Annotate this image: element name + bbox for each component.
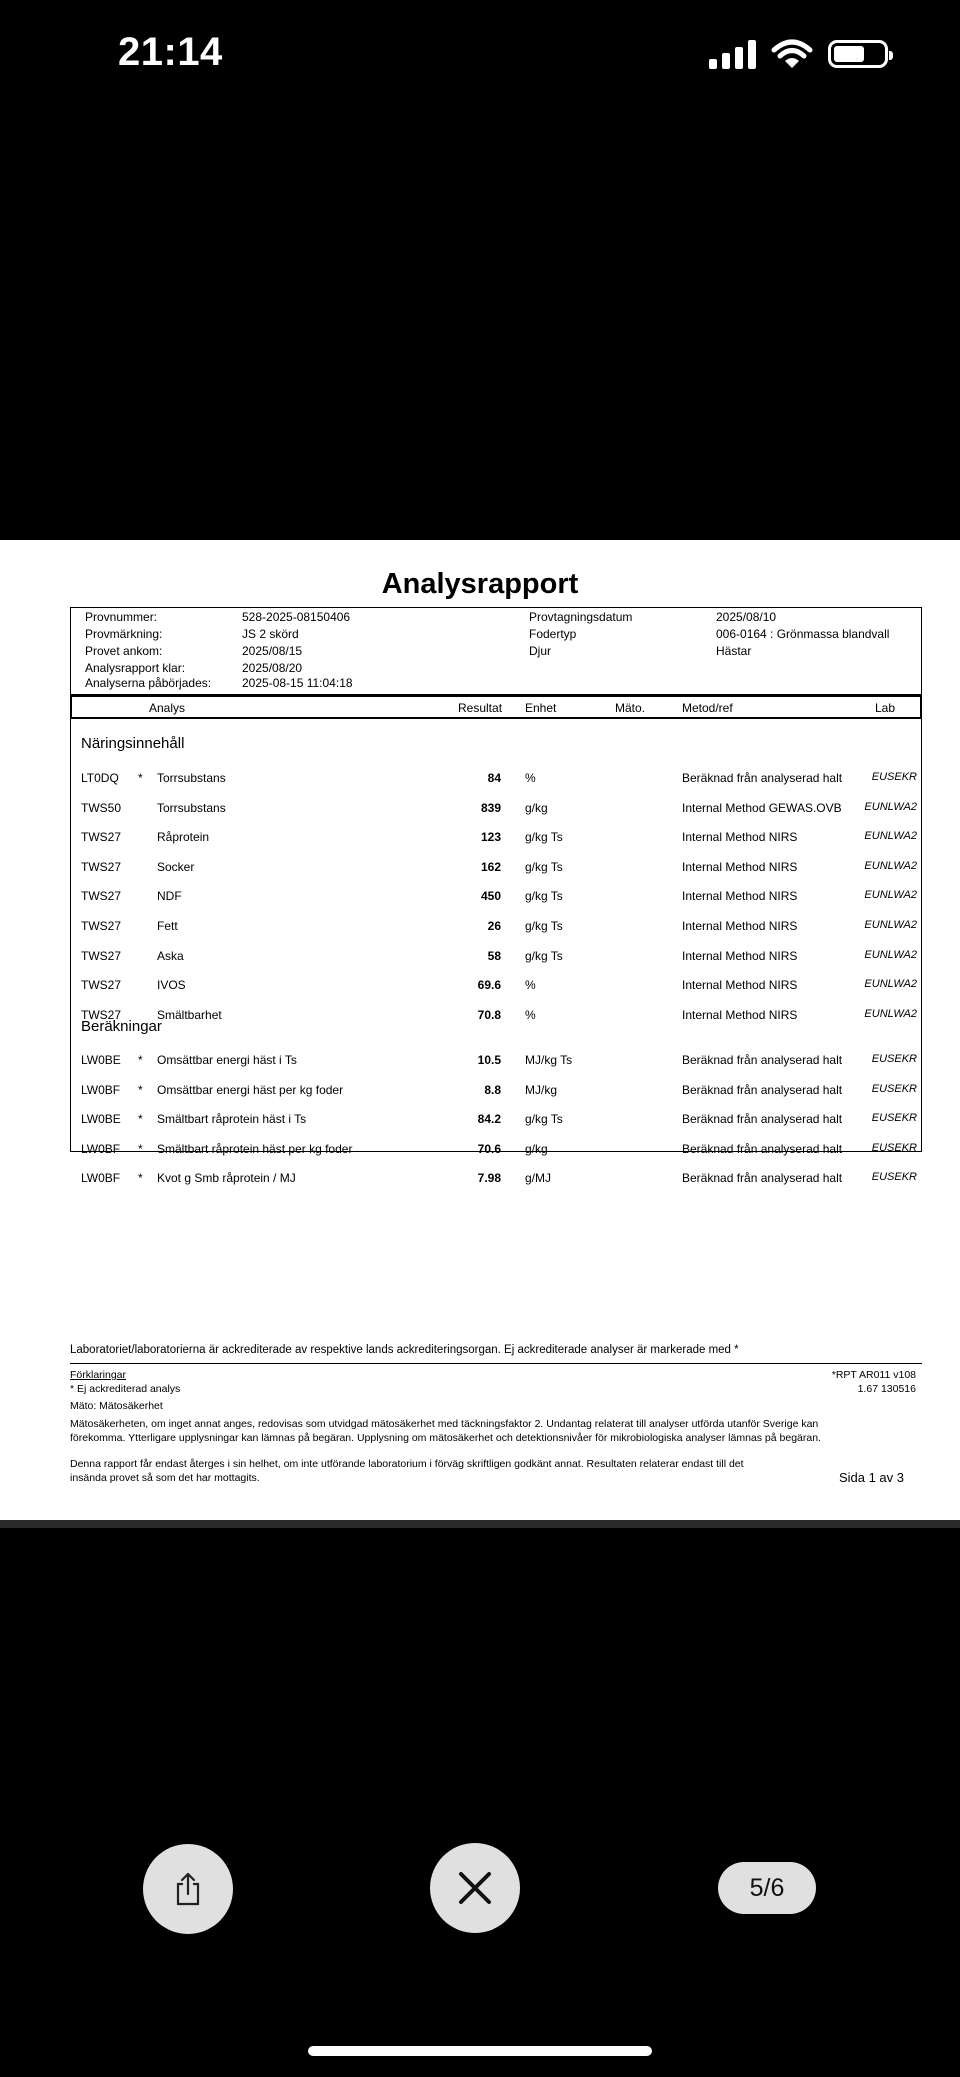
column-enhet: Enhet — [525, 701, 557, 715]
method: Beräknad från analyserad halt — [682, 1112, 843, 1127]
results-table — [70, 717, 922, 1186]
sample-info-box — [70, 607, 922, 695]
djur-label: Djur — [529, 644, 552, 658]
method: Beräknad från analyserad halt — [682, 1141, 843, 1156]
djur-value: Hästar — [716, 644, 752, 658]
table-row — [71, 1171, 921, 1191]
uncertainty-text-1: Mätosäkerheten, om inget annat anges, redovisas som utvidgad mätosäkerhet med täckningsfaktor 2. Undantag relaterat till analyser utförda utanför Sverige kan — [70, 1418, 819, 1430]
unit: g/kg Ts — [525, 889, 563, 904]
cellular-signal-icon — [709, 39, 756, 69]
lab-code: EUSEKR — [871, 1171, 917, 1184]
column-lab: Lab — [875, 701, 896, 715]
analyserna-paborjades-label: Analyserna påbörjades: — [85, 676, 212, 690]
unit: g/kg Ts — [525, 1112, 563, 1127]
method: Beräknad från analyserad halt — [682, 771, 843, 785]
result-value: 162 — [480, 859, 501, 874]
analysis-code: TWS27 — [81, 948, 122, 963]
result-value: 84.2 — [477, 1112, 501, 1127]
column-analys: Analys — [149, 701, 186, 715]
analysis-name: NDF — [157, 889, 182, 904]
method: Beräknad från analyserad halt — [682, 1053, 843, 1067]
lab-code: EUNLWA2 — [864, 948, 917, 961]
analysis-name: Smältbart råprotein häst i Ts — [157, 1112, 307, 1127]
provmarkning-label: Provmärkning: — [85, 627, 163, 641]
legend-mato: Mäto: Mätosäkerhet — [70, 1400, 163, 1412]
analysis-code: TWS27 — [81, 859, 122, 874]
analyserna-paborjades-value: 2025-08-15 11:04:18 — [242, 676, 353, 690]
table-row — [71, 1142, 921, 1162]
analysis-name: Socker — [157, 859, 195, 874]
unit: g/kg Ts — [525, 948, 563, 963]
analysis-code: LW0BF — [81, 1082, 121, 1097]
analysis-name: Kvot g Smb råprotein / MJ — [157, 1171, 296, 1186]
page-indicator: 5/6 — [718, 1862, 816, 1914]
method: Internal Method NIRS — [682, 889, 798, 904]
document-title: Analysrapport — [381, 568, 579, 600]
unit: MJ/kg — [525, 1082, 558, 1097]
accreditation-star: * — [138, 1053, 143, 1067]
legend-star: * Ej ackrediterad analys — [70, 1383, 181, 1395]
status-bar — [0, 0, 960, 110]
report-version: 1.67 130516 — [857, 1383, 916, 1395]
analysrapport-klar-label: Analysrapport klar: — [85, 661, 186, 675]
section-title-berakningar: Beräkningar — [81, 1018, 162, 1035]
fodertyp-label: Fodertyp — [529, 627, 577, 641]
analysis-name: Torrsubstans — [157, 771, 226, 785]
home-indicator[interactable] — [308, 2046, 652, 2056]
analysis-code: TWS27 — [81, 830, 122, 845]
table-row — [71, 1083, 921, 1103]
lab-code: EUNLWA2 — [864, 800, 917, 813]
analysis-name: Smältbart råprotein häst per kg foder — [157, 1141, 353, 1156]
provtagningsdatum-label: Provtagningsdatum — [529, 610, 633, 624]
accreditation-star: * — [138, 771, 143, 785]
result-value: 70.6 — [477, 1141, 501, 1156]
method: Internal Method NIRS — [682, 830, 798, 845]
result-value: 58 — [487, 948, 501, 963]
unit: g/kg — [525, 1141, 548, 1156]
table-row — [71, 949, 921, 969]
footer-divider — [70, 1363, 922, 1364]
analysis-name: Omsättbar energi häst per kg foder — [157, 1082, 344, 1097]
analysis-name: Torrsubstans — [157, 800, 226, 815]
table-row — [71, 889, 921, 909]
method: Internal Method NIRS — [682, 859, 798, 874]
uncertainty-text-2: förekomma. Ytterligare upplysningar kan lämnas på begäran. Upplysning om mätosäkerhet och detektionsnivåer för mikrobiologiska analyser lämnas på begäran. — [70, 1432, 821, 1444]
analysis-name: Fett — [157, 919, 178, 933]
analysis-code: LW0BE — [81, 1112, 121, 1127]
result-value: 123 — [480, 830, 501, 845]
table-row — [71, 771, 921, 791]
analysis-name: Aska — [157, 948, 184, 963]
result-value: 839 — [480, 800, 501, 815]
unit: % — [525, 1007, 536, 1022]
lab-code: EUNLWA2 — [864, 978, 917, 991]
accreditation-star: * — [138, 1082, 143, 1097]
table-row — [71, 1008, 921, 1028]
analysis-code: TWS50 — [81, 800, 122, 815]
lab-code: EUNLWA2 — [864, 859, 917, 872]
result-value: 7.98 — [477, 1171, 501, 1186]
page-number: Sida 1 av 3 — [838, 1470, 904, 1485]
lab-code: EUNLWA2 — [864, 830, 917, 843]
table-column-header — [70, 695, 922, 719]
result-value: 10.5 — [477, 1053, 501, 1067]
table-row — [71, 1053, 921, 1073]
method: Beräknad från analyserad halt — [682, 1171, 843, 1186]
analysis-name: Omsättbar energi häst i Ts — [157, 1053, 297, 1067]
provmarkning-value: JS 2 skörd — [242, 627, 299, 641]
analysis-name: Smältbarhet — [157, 1007, 222, 1022]
result-value: 450 — [480, 889, 501, 904]
analysrapport-klar-value: 2025/08/20 — [242, 661, 303, 675]
wifi-icon — [770, 38, 814, 70]
lab-code: EUSEKR — [871, 1112, 917, 1125]
lab-code: EUSEKR — [871, 771, 917, 783]
status-time: 21:14 — [118, 30, 223, 74]
lab-code: EUSEKR — [871, 1053, 917, 1065]
result-value: 26 — [487, 919, 501, 933]
unit: g/kg Ts — [525, 919, 563, 933]
provet-ankom-label: Provet ankom: — [85, 644, 163, 658]
unit: MJ/kg Ts — [525, 1053, 573, 1067]
analysis-code: LT0DQ — [81, 771, 119, 785]
analysis-code: TWS27 — [81, 978, 122, 993]
provnummer-value: 528-2025-08150406 — [242, 610, 351, 624]
analysis-code: LW0BF — [81, 1141, 121, 1156]
unit: g/kg Ts — [525, 830, 563, 845]
table-row — [71, 978, 921, 998]
table-row — [71, 1112, 921, 1132]
column-metod: Metod/ref — [682, 701, 733, 715]
analysis-code: LW0BF — [81, 1171, 121, 1186]
result-value: 69.6 — [477, 978, 501, 993]
lab-code: EUSEKR — [871, 1141, 917, 1154]
method: Beräknad från analyserad halt — [682, 1082, 843, 1097]
analysis-code: TWS27 — [81, 889, 122, 904]
provnummer-label: Provnummer: — [85, 610, 158, 624]
accreditation-star: * — [138, 1112, 143, 1127]
lab-code: EUNLWA2 — [864, 919, 917, 931]
unit: % — [525, 771, 536, 785]
analysis-name: Råprotein — [157, 830, 210, 845]
document-page — [0, 540, 960, 1528]
unit: g/kg Ts — [525, 859, 563, 874]
method: Internal Method NIRS — [682, 1007, 798, 1022]
lab-code: EUNLWA2 — [864, 1007, 917, 1020]
unit: g/kg — [525, 800, 548, 815]
reproduce-text-1: Denna rapport får endast återges i sin helhet, om inte utförande laboratorium i förväg skriftligen godkänt annat. Resultaten relaterar endast till det — [70, 1458, 744, 1470]
accreditation-note: Laboratoriet/laboratorierna är ackrediterade av respektive lands ackrediteringsorgan. Ej ackrediterade analyser är markerade med * — [70, 1344, 739, 1356]
close-icon — [457, 1870, 493, 1906]
method: Internal Method GEWAS.OVB — [682, 800, 842, 815]
section-title-naringsinnehall: Näringsinnehåll — [81, 735, 185, 752]
fodertyp-value: 006-0164 : Grönmassa blandvall — [716, 627, 890, 641]
legend-title: Förklaringar — [70, 1369, 127, 1381]
table-row — [71, 919, 921, 939]
method: Internal Method NIRS — [682, 948, 798, 963]
lab-code: EUNLWA2 — [864, 889, 917, 902]
accreditation-star: * — [138, 1171, 143, 1186]
unit: % — [525, 978, 536, 993]
close-button[interactable] — [430, 1843, 520, 1933]
table-row — [71, 860, 921, 880]
accreditation-star: * — [138, 1141, 143, 1156]
method: Internal Method NIRS — [682, 919, 798, 933]
table-row — [71, 830, 921, 850]
column-resultat: Resultat — [458, 701, 503, 715]
share-icon — [173, 1872, 203, 1906]
method: Internal Method NIRS — [682, 978, 798, 993]
analysis-code: TWS27 — [81, 919, 122, 933]
result-value: 84 — [487, 771, 501, 785]
status-icons — [709, 38, 888, 70]
provtagningsdatum-value: 2025/08/10 — [716, 610, 777, 624]
analysis-code: TWS27 — [81, 1007, 122, 1022]
table-row — [71, 801, 921, 821]
analysis-code: LW0BE — [81, 1053, 121, 1067]
reproduce-text-2: insända provet så som det har mottagits. — [70, 1472, 260, 1484]
result-value: 8.8 — [484, 1082, 501, 1097]
share-button[interactable] — [143, 1844, 233, 1934]
unit: g/MJ — [525, 1171, 552, 1186]
provet-ankom-value: 2025/08/15 — [242, 644, 303, 658]
battery-icon — [828, 40, 888, 68]
result-value: 70.8 — [477, 1007, 501, 1022]
column-mato: Mäto. — [615, 701, 646, 715]
lab-code: EUSEKR — [871, 1082, 917, 1095]
report-code: *RPT AR011 v108 — [831, 1369, 916, 1381]
analysis-name: IVOS — [157, 978, 186, 993]
